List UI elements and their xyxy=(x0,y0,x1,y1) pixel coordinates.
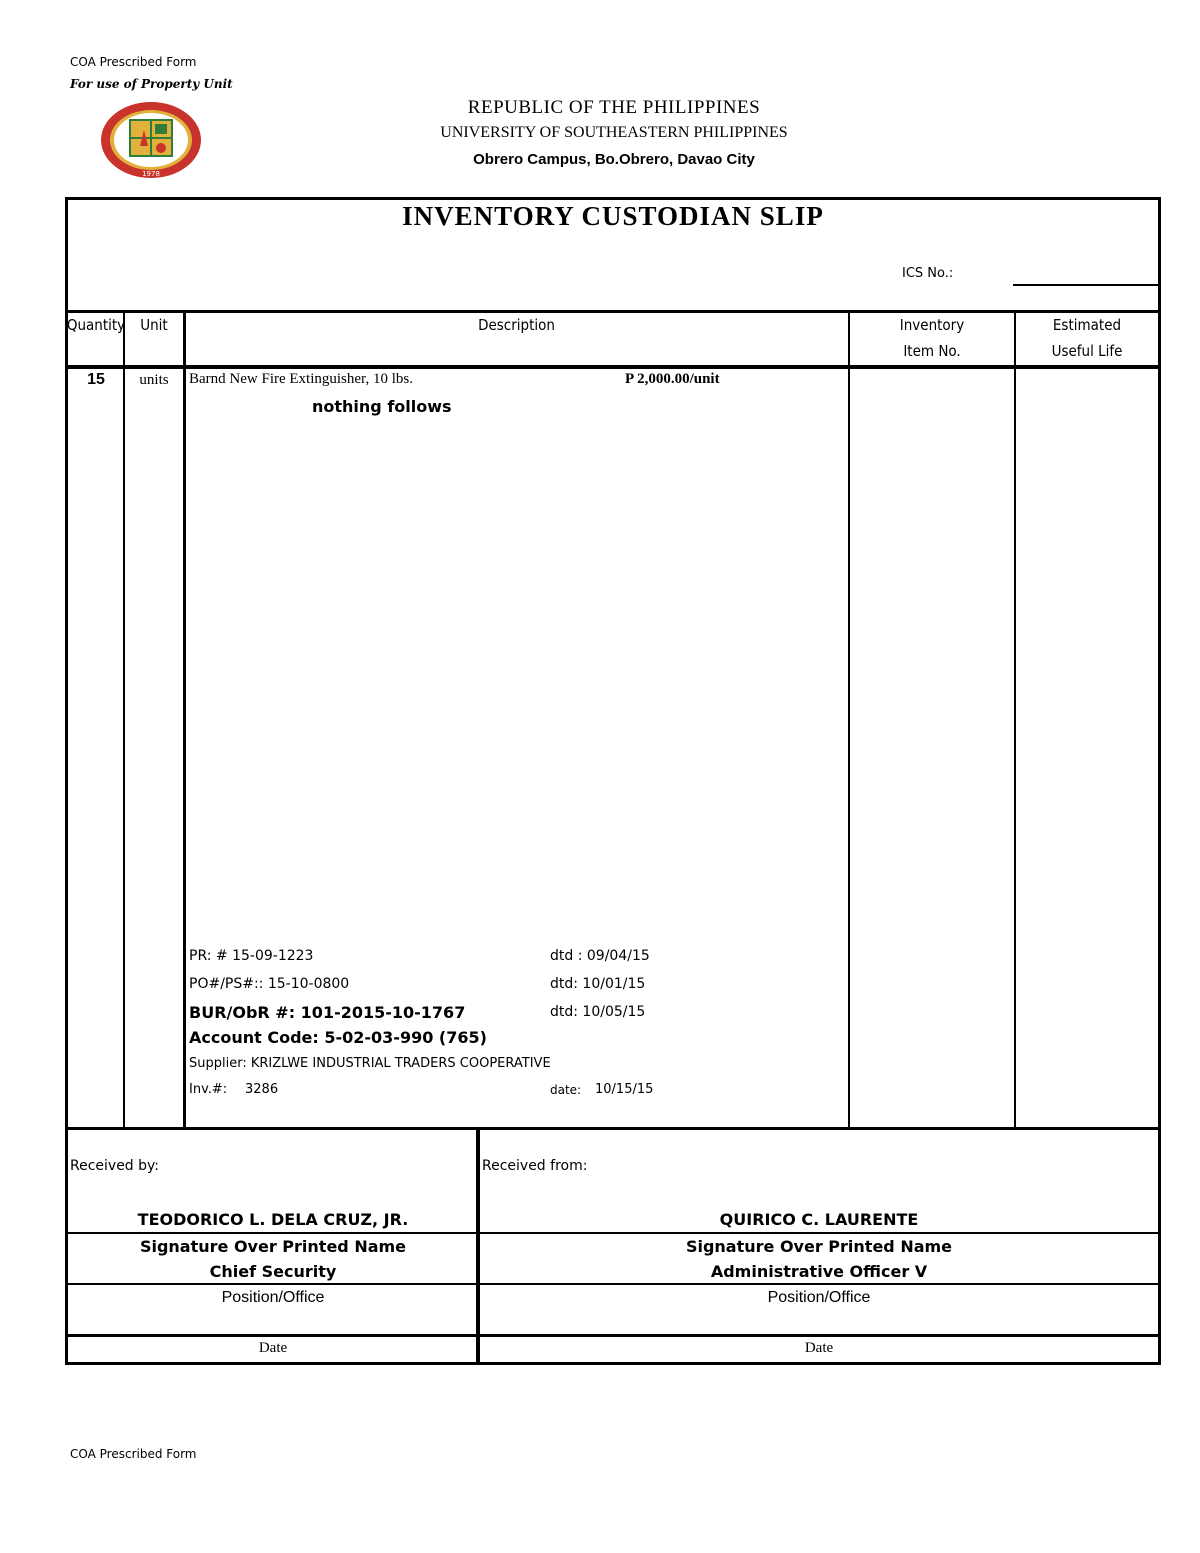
item-quantity: 15 xyxy=(87,371,105,388)
received-by-label: Received by: xyxy=(70,1158,160,1174)
col-header-description: Description xyxy=(478,316,555,334)
invoice-label: Inv.#: xyxy=(189,1082,228,1097)
invoice-date-label: date: xyxy=(550,1083,582,1097)
col-divider-inv-life xyxy=(1014,310,1016,1130)
right-date-label: Date xyxy=(804,1340,834,1356)
form-title: INVENTORY CUSTODIAN SLIP xyxy=(402,201,824,231)
right-position-office-label: Position/Office xyxy=(767,1289,871,1306)
pr-number: PR: # 15-09-1223 xyxy=(189,948,314,964)
frame-bottom-border xyxy=(65,1362,1161,1365)
date-divider xyxy=(65,1334,1161,1337)
ics-no-label: ICS No.: xyxy=(902,266,954,281)
seal-year: 1978 xyxy=(142,170,160,178)
col-divider-desc-inv xyxy=(848,310,850,1130)
col-divider-qty-unit xyxy=(123,310,125,1130)
left-signature-label: Signature Over Printed Name xyxy=(139,1237,407,1256)
republic-heading: REPUBLIC OF THE PHILIPPINES xyxy=(467,97,761,118)
header-bottom-line xyxy=(65,365,1161,369)
col-header-estimated: Estimated xyxy=(1052,316,1122,334)
po-date: dtd: 10/01/15 xyxy=(550,976,646,992)
received-from-name: QUIRICO C. LAURENTE xyxy=(719,1210,919,1229)
name-underline xyxy=(65,1232,1161,1234)
left-date-label: Date xyxy=(258,1340,288,1356)
signatory-top-line xyxy=(65,1127,1161,1130)
bur-number: BUR/ObR #: 101-2015-10-1767 xyxy=(189,1003,466,1022)
position-divider xyxy=(65,1283,1161,1285)
col-header-quantity: Quantity xyxy=(66,316,126,334)
col-header-inventory: Inventory xyxy=(899,316,965,334)
item-description: Barnd New Fire Extinguisher, 10 lbs. xyxy=(189,371,413,387)
bur-date: dtd: 10/05/15 xyxy=(550,1004,646,1020)
university-heading: UNIVERSITY OF SOUTHEASTERN PHILIPPINES xyxy=(440,124,788,141)
frame-right-border xyxy=(1158,197,1161,1365)
item-unit: units xyxy=(139,372,169,388)
supplier-name: Supplier: KRIZLWE INDUSTRIAL TRADERS COOPERATIVE xyxy=(189,1056,551,1071)
pr-date: dtd : 09/04/15 xyxy=(550,948,650,964)
left-position-office-label: Position/Office xyxy=(221,1289,325,1306)
nothing-follows-note: nothing follows xyxy=(312,397,452,416)
account-code: Account Code: 5-02-03-990 (765) xyxy=(189,1028,487,1047)
received-by-name: TEODORICO L. DELA CRUZ, JR. xyxy=(137,1210,409,1229)
col-header-useful-life: Useful Life xyxy=(1051,342,1123,360)
right-position: Administrative Officer V xyxy=(710,1262,928,1281)
col-header-item-no: Item No. xyxy=(903,342,961,360)
ics-no-value xyxy=(1016,268,1156,282)
property-unit-label: For use of Property Unit xyxy=(70,77,233,91)
coa-prescribed-form-top: COA Prescribed Form xyxy=(70,55,197,69)
left-position: Chief Security xyxy=(209,1262,337,1281)
campus-heading: Obrero Campus, Bo.Obrero, Davao City xyxy=(473,151,755,168)
item-unit-price: P 2,000.00/unit xyxy=(625,371,720,387)
invoice-number: 3286 xyxy=(245,1082,279,1097)
col-header-unit: Unit xyxy=(140,316,168,334)
po-number: PO#/PS#:: 15-10-0800 xyxy=(189,976,350,992)
col-divider-unit-desc xyxy=(183,310,186,1130)
invoice-date: 10/15/15 xyxy=(595,1082,654,1097)
right-signature-label: Signature Over Printed Name xyxy=(685,1237,953,1256)
ics-no-underline xyxy=(1013,284,1160,286)
received-from-label: Received from: xyxy=(482,1158,588,1174)
coa-prescribed-form-bottom: COA Prescribed Form xyxy=(70,1447,197,1461)
frame-top-border xyxy=(65,197,1161,200)
